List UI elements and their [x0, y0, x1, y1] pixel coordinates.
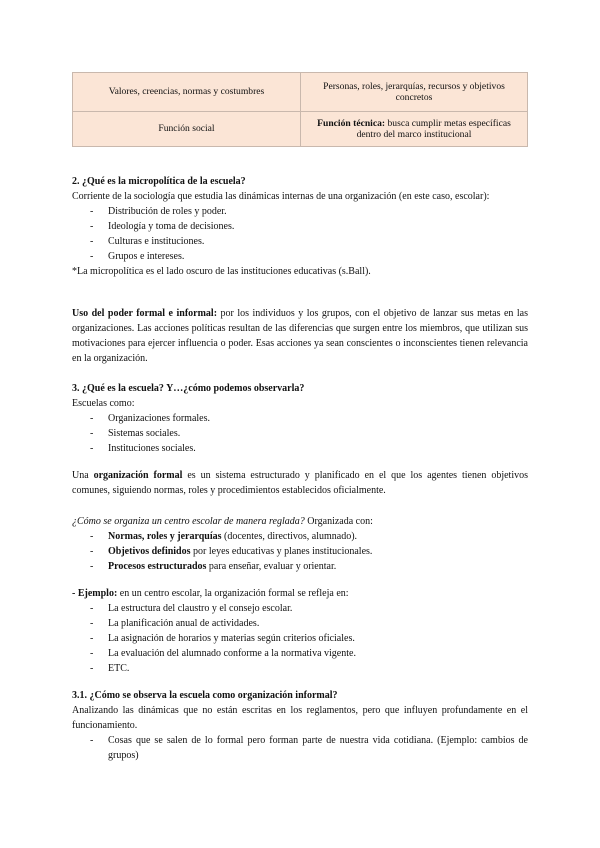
- note: *La micropolítica es el lado oscuro de las instituciones educativas (s.Ball).: [72, 266, 371, 277]
- bullet-list: [72, 733, 528, 763]
- list-item: - Instituciones sociales.: [72, 441, 528, 456]
- org-block: [72, 514, 528, 574]
- paragraph: Escuelas como:: [72, 398, 135, 409]
- table-row: [73, 112, 528, 147]
- list-item: - Culturas e instituciones.: [72, 234, 528, 249]
- list-item: - Grupos e intereses.: [72, 249, 528, 264]
- list-item: - La estructura del claustro y el consejo escolar.: [72, 601, 528, 616]
- bold-term: Objetivos definidos: [108, 546, 191, 557]
- table-row: [73, 73, 528, 112]
- ejemplo-line: [72, 586, 528, 601]
- paragraph-text: Una: [72, 470, 94, 481]
- section-heading: 3.1. ¿Cómo se observa la escuela como organización informal?: [72, 690, 338, 701]
- list-item: - Sistemas sociales.: [72, 426, 528, 441]
- list-item: - Cosas que se salen de lo formal pero forman parte de nuestra vida cotidiana. (Ejemplo: cambios de grupos): [72, 733, 528, 763]
- bold-term: Normas, roles y jerarquías: [108, 531, 222, 542]
- bullet-list: [72, 601, 528, 676]
- list-item: - Ideología y toma de decisiones.: [72, 219, 528, 234]
- table-cell: Función social: [73, 112, 301, 147]
- section-heading: 2. ¿Qué es la micropolítica de la escuela?: [72, 176, 246, 187]
- bold-term: - Ejemplo:: [72, 588, 118, 599]
- list-item: - Distribución de roles y poder.: [72, 204, 528, 219]
- comparison-table: [72, 72, 528, 147]
- bullet-list: [72, 204, 528, 264]
- paragraph-text: Organizada con:: [304, 516, 373, 527]
- list-item-text: para enseñar, evaluar y orientar.: [206, 561, 337, 572]
- table-cell-text: busca cumplir metas específicas dentro del marco institucional: [356, 117, 511, 140]
- paragraph-text: por los individuos y los grupos, con el objetivo de lanzar sus metas en las organizaciones. Las acciones políticas resultan de las diferencias que surgen entre los miembros, que utilizan sus motivaciones para ejercer influencia o poder. Esas acciones ya sean conscientes o inconscientes tienen relevancia en la organización.: [72, 308, 528, 364]
- table-cell: Personas, roles, jerarquías, recursos y objetivos concretos: [301, 73, 528, 112]
- paragraph-poder: [72, 306, 528, 366]
- section-heading: 3. ¿Qué es la escuela? Y…¿cómo podemos observarla?: [72, 383, 305, 394]
- section-3: [72, 381, 528, 456]
- list-item-text: (docentes, directivos, alumnado).: [221, 531, 358, 542]
- list-item: - La asignación de horarios y materias según criterios oficiales.: [72, 631, 528, 646]
- list-item: - ETC.: [72, 661, 528, 676]
- bullet-list: [72, 411, 528, 456]
- bold-term: organización formal: [93, 470, 183, 481]
- paragraph-text: en un centro escolar, la organización formal se refleja en:: [117, 588, 349, 599]
- list-item: [72, 544, 528, 559]
- question-line: [72, 514, 528, 529]
- paragraph-text: es un sistema estructurado y planificado en el que los agentes tienen objetivos comunes, siguiendo normas, roles y procedimientos establecidos oficialmente.: [72, 470, 529, 496]
- italic-question: ¿Cómo se organiza un centro escolar de manera reglada?: [72, 516, 305, 527]
- list-item: - La planificación anual de actividades.: [72, 616, 528, 631]
- paragraph-formal: [72, 468, 528, 498]
- ejemplo-block: [72, 586, 528, 676]
- list-item: - La evaluación del alumnado conforme a la normativa vigente.: [72, 646, 528, 661]
- paragraph: Analizando las dinámicas que no están escritas en los reglamentos, pero que influyen profundamente en el funcionamiento.: [72, 705, 528, 731]
- list-item: [72, 529, 528, 544]
- bold-term: Procesos estructurados: [108, 561, 207, 572]
- section-2: [72, 174, 528, 279]
- bold-lead: Uso del poder formal e informal:: [72, 308, 218, 319]
- bullet-list: [72, 529, 528, 574]
- table-cell-bold: Función técnica:: [317, 117, 386, 129]
- list-item: - Organizaciones formales.: [72, 411, 528, 426]
- paragraph: Corriente de la sociología que estudia las dinámicas internas de una organización (en este caso, escolar):: [72, 191, 490, 202]
- list-item-text: por leyes educativas y planes institucionales.: [190, 546, 373, 557]
- list-item: [72, 559, 528, 574]
- table-cell: [301, 112, 528, 147]
- table-cell: Valores, creencias, normas y costumbres: [73, 73, 301, 112]
- section-3-1: [72, 688, 528, 763]
